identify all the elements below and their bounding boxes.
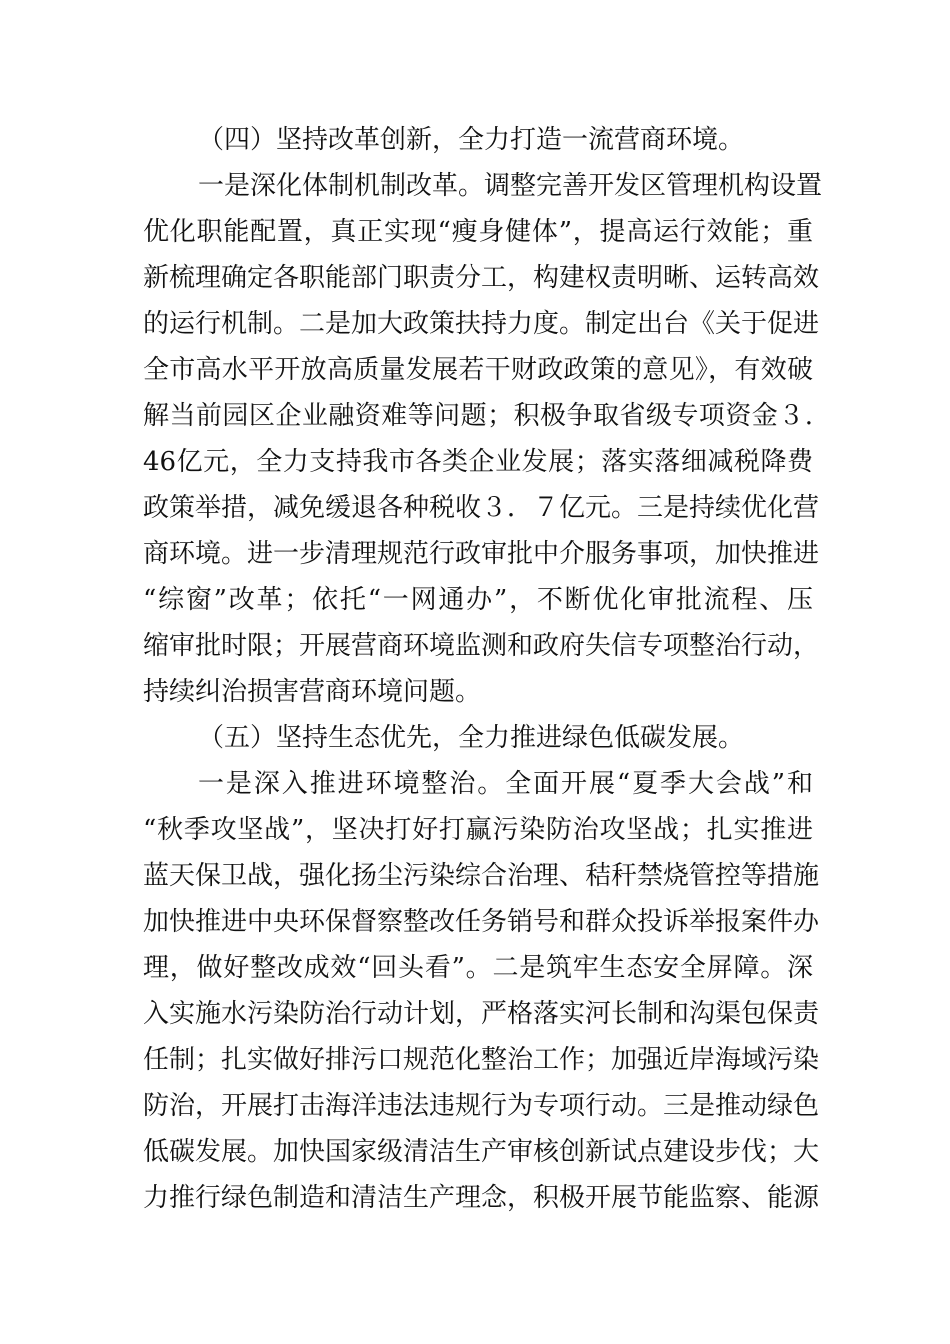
paragraph-line: 一是深化体制机制改革。调整完善开发区管理机构设置 [198,171,823,201]
paragraph-line: “综窗”改革；依托“一网通办”，不断优化审批流程、压 [143,585,813,615]
paragraph-line: 力推行绿色制造和清洁生产理念，积极开展节能监察、能源 [143,1183,820,1213]
paragraph-line: “秋季攻坚战”，坚决打好打赢污染防治攻坚战；扎实推进 [143,815,813,845]
paragraph-line: 的运行机制。二是加大政策扶持力度。制定出台《关于促进 [143,309,820,339]
paragraph-line: 全市高水平开放高质量发展若干财政政策的意见》，有效破 [143,355,813,385]
paragraph-line: 一是深入推进环境整治。全面开展“夏季大会战”和 [198,769,813,799]
paragraph-line: 防治，开展打击海洋违法违规行为专项行动。三是推动绿色 [143,1091,820,1121]
paragraph-line: 优化职能配置，真正实现“瘦身健体”，提高运行效能；重 [143,217,813,247]
paragraph-line: 新梳理确定各职能部门职责分工，构建权责明晰、运转高效 [143,263,820,293]
paragraph-line: 低碳发展。加快国家级清洁生产审核创新试点建设步伐；大 [143,1137,820,1167]
paragraph-line: 蓝天保卫战，强化扬尘污染综合治理、秸秆禁烧管控等措施 [143,861,820,891]
paragraph-line: 解当前园区企业融资难等问题；积极争取省级专项资金３. [143,401,813,431]
paragraph-line: 理，做好整改成效“回头看”。二是筑牢生态安全屏障。深 [143,953,813,983]
paragraph-line: 任制；扎实做好排污口规范化整治工作；加强近岸海域污染 [143,1045,820,1075]
paragraph-line: 持续纠治损害营商环境问题。 [143,677,482,707]
paragraph-line: 46亿元，全力支持我市各类企业发展；落实落细减税降费 [143,447,813,477]
paragraph-line: 缩审批时限；开展营商环境监测和政府失信专项整治行动， [143,631,820,661]
paragraph-line: 商环境。进一步清理规范行政审批中介服务事项，加快推进 [143,539,820,569]
section-heading-4: （四）坚持改革创新，全力打造一流营商环境。 [198,125,745,155]
section-heading-5: （五）坚持生态优先，全力推进绿色低碳发展。 [198,723,745,753]
paragraph-line: 加快推进中央环保督察整改任务销号和群众投诉举报案件办 [143,907,820,937]
paragraph-line: 政策举措，减免缓退各种税收３．７亿元。三是持续优化营 [143,493,820,523]
paragraph-line: 入实施水污染防治行动计划，严格落实河长制和沟渠包保责 [143,999,820,1029]
